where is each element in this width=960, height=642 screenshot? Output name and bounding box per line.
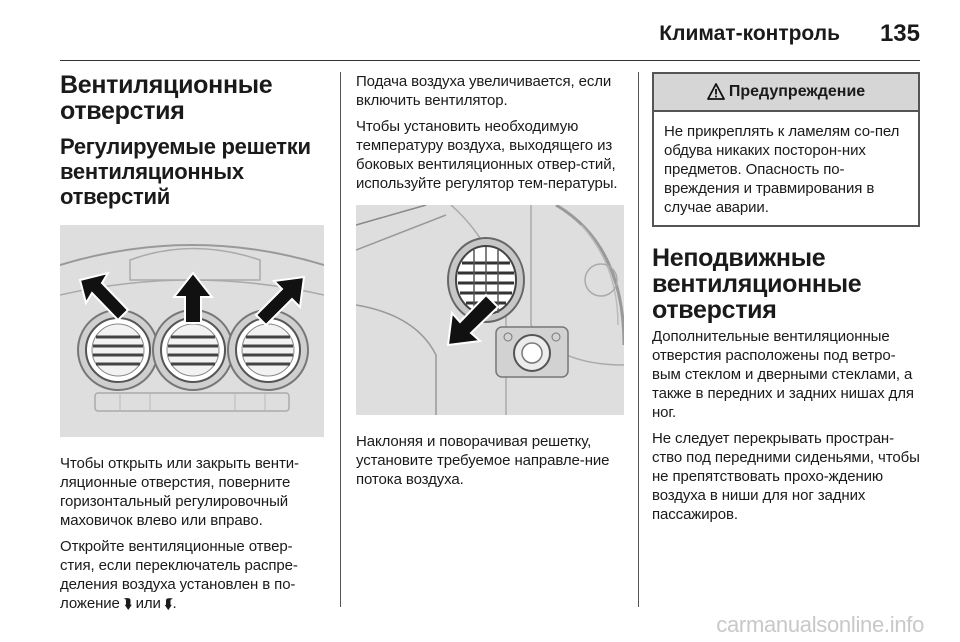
header-divider bbox=[60, 60, 920, 61]
paragraph-fan: Подача воздуха увеличивается, если включить вентилятор. bbox=[356, 73, 612, 109]
paragraph-temperature: Чтобы установить необходимую температуру воздуха, выходящего из боковых вентиляционных отвер-стий, используйте регулятор тем-пературы. bbox=[356, 118, 618, 192]
warning-title: Предупреждение bbox=[728, 83, 866, 100]
center-vents-illustration bbox=[60, 225, 324, 437]
vent-left-icon bbox=[78, 310, 158, 390]
air-distribution-face-icon: ⮯ bbox=[123, 596, 132, 611]
column-divider-1 bbox=[340, 72, 341, 607]
watermark: carmanualsonline.info bbox=[716, 612, 924, 637]
column-2 bbox=[356, 72, 624, 496]
warning-triangle-icon bbox=[707, 83, 725, 101]
warning-body bbox=[654, 112, 918, 225]
warning-text: Не прикреплять к ламелям со-пел обдува никаких посторон-них предметов. Опасность по-вреждения и травмирования в случае аварии. bbox=[664, 123, 900, 216]
column-1 bbox=[60, 72, 324, 620]
warning-header bbox=[654, 74, 918, 112]
paragraph-additional-vents: Дополнительные вентиляционные отверстия расположены под ветро-вым стеклом и дверными стеклами, а также в передних и задних нишах для ног. bbox=[652, 328, 914, 421]
page-number: 135 bbox=[879, 20, 920, 47]
air-distribution-face-feet-icon: ⮮ bbox=[164, 596, 173, 611]
figure-center-vents bbox=[60, 225, 324, 437]
heading-fixed-vents: Неподвижные вентиляционные отверстия bbox=[652, 244, 862, 324]
paragraph-open-vents: Откройте вентиляционные отвер-стия, если переключатель распре-деления воздуха установлен в по-ложение ⮯ или ⮮. bbox=[60, 538, 298, 612]
column-3 bbox=[652, 72, 920, 531]
paragraph-under-seats: Не следует перекрывать простран-ство под передними сиденьями, чтобы не препятствовать прохо-ждению воздуха в ниши для ног задних пассажиров. bbox=[652, 430, 920, 523]
heading-vents: Вентиляционные отверстия bbox=[60, 71, 273, 125]
column-divider-2 bbox=[638, 72, 639, 607]
light-switch-icon bbox=[496, 327, 568, 377]
paragraph-tilt-rotate: Наклоняя и поворачивая решетку, установите требуемое направле-ние потока воздуха. bbox=[356, 433, 610, 488]
figure-side-vent bbox=[356, 205, 624, 415]
paragraph-open-close: Чтобы открыть или закрыть венти-ляционные отверстия, поверните горизонтальный регулировочный маховичок влево или вправо. bbox=[60, 455, 299, 529]
page-header bbox=[0, 10, 960, 60]
warning-box bbox=[652, 72, 920, 227]
section-title: Климат-контроль bbox=[659, 22, 840, 45]
subheading-adjustable-vents: Регулируемые решетки вентиляционных отверстий bbox=[60, 134, 311, 209]
side-vent-illustration bbox=[356, 205, 624, 415]
